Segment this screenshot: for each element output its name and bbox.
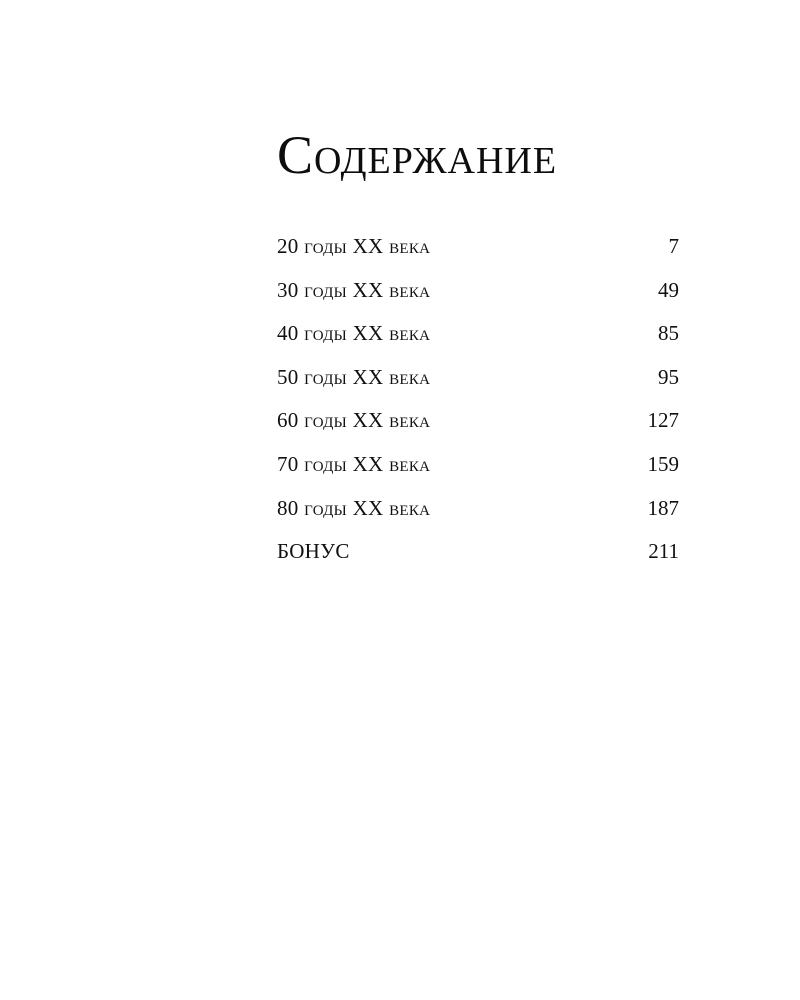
toc-entry-page-number: 211 [648, 539, 679, 564]
toc-entry [277, 278, 679, 322]
toc-entry-page-number: 85 [658, 321, 679, 346]
toc-entry-page-number: 159 [647, 451, 679, 476]
toc-entry [277, 234, 679, 278]
toc-entry-page-number: 7 [668, 234, 679, 258]
toc-entry [277, 452, 679, 496]
toc-entry [277, 408, 679, 452]
toc-entry [277, 365, 679, 409]
toc-entry-label: БОНУС [277, 539, 350, 564]
toc-entry-label: 80 годы XX века [277, 495, 431, 520]
toc-entry [277, 321, 679, 365]
toc-entry-page-number: 127 [647, 408, 679, 433]
toc-entry [277, 496, 679, 540]
toc-entry-label: 20 годы XX века [277, 234, 431, 258]
toc-entry-label: 60 годы XX века [277, 408, 431, 433]
page-title: Содержание [277, 125, 558, 185]
toc-entry-page-number: 49 [658, 277, 679, 302]
toc-entry-page-number: 187 [647, 495, 679, 520]
toc-entry-label: 30 годы XX века [277, 277, 431, 302]
toc-entry-page-number: 95 [658, 364, 679, 389]
toc-entry-label: 40 годы XX века [277, 321, 431, 346]
toc-entry [277, 539, 679, 583]
toc-entry-label: 70 годы XX века [277, 451, 431, 476]
table-of-contents [277, 234, 679, 583]
toc-entry-label: 50 годы XX века [277, 364, 431, 389]
